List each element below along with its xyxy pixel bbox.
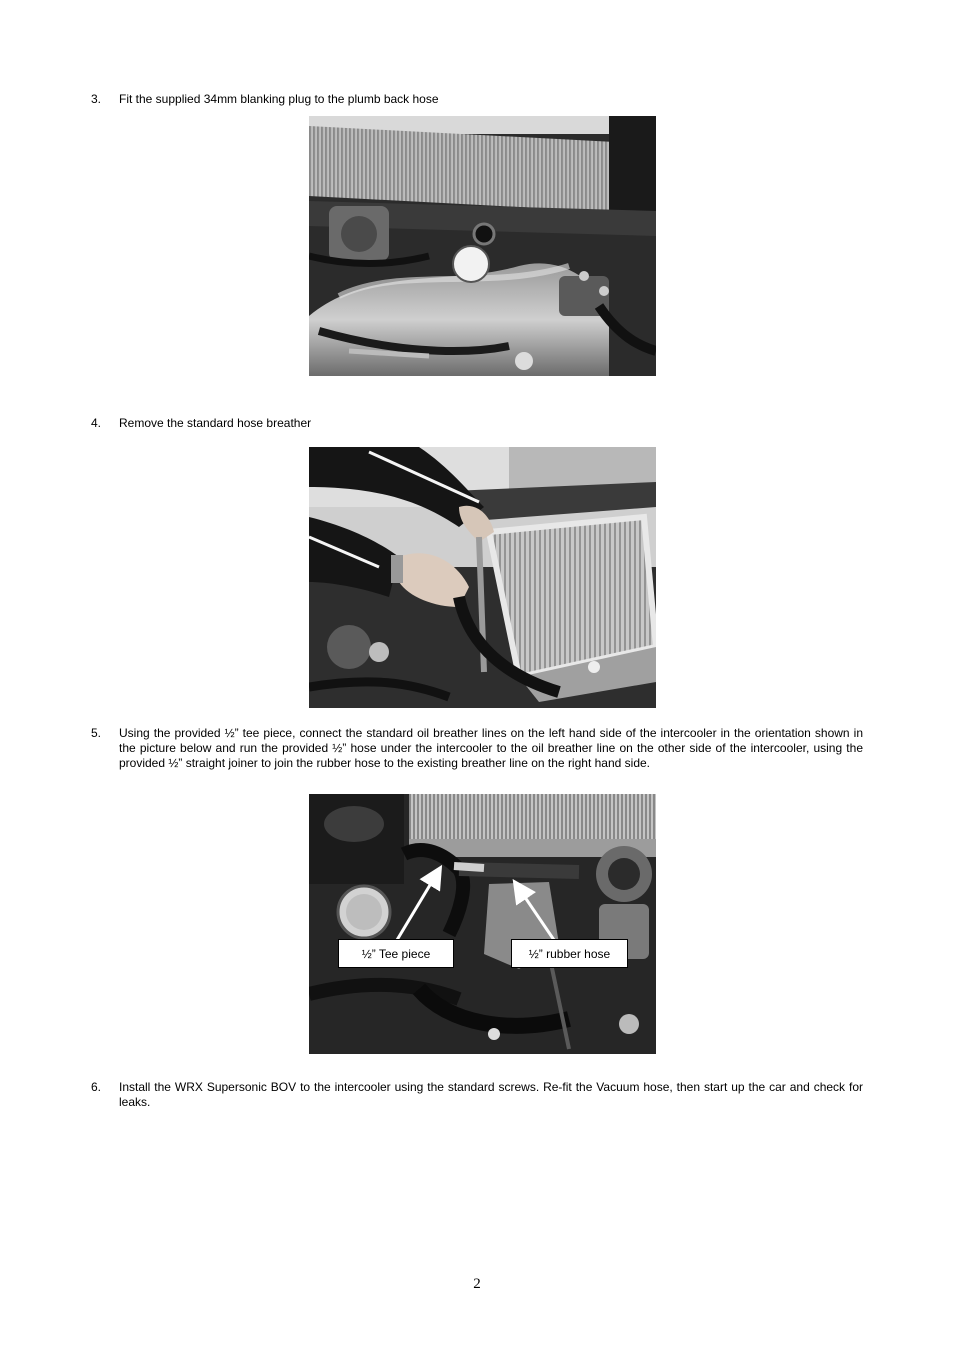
step-text: Fit the supplied 34mm blanking plug to the plumb back hose (119, 92, 439, 106)
photo-remove-breather (309, 447, 656, 708)
step-number: 6. (91, 1080, 102, 1094)
step-text: Using the provided ½” tee piece, connect the standard oil breather lines on the left hand side of the intercooler in the orientation shown in the picture below and run the provided ½” hose under the intercooler to the oil breather line on the other side of the intercooler, using the provided ½” straight joiner to join the rubber hose to the existing breather line on the right hand side. (119, 726, 863, 770)
engine-bay-image (309, 447, 656, 708)
step-number: 3. (91, 92, 102, 106)
engine-bay-image (309, 116, 656, 376)
step-5 (91, 726, 863, 772)
page-number: 2 (473, 1276, 481, 1292)
engine-bay-image (309, 794, 656, 1054)
callout-tee-piece: ½” Tee piece (338, 939, 454, 968)
photo-blanking-plug (309, 116, 656, 376)
photo-tee-piece-hose (309, 794, 656, 1054)
step-number: 4. (91, 416, 102, 430)
callout-rubber-hose: ½” rubber hose (511, 939, 628, 968)
step-number: 5. (91, 726, 102, 740)
step-6 (91, 1080, 863, 1112)
step-text: Remove the standard hose breather (119, 416, 312, 430)
step-text: Install the WRX Supersonic BOV to the intercooler using the standard screws. Re-fit the Vacuum hose, then start up the car and check for leaks. (119, 1080, 863, 1109)
